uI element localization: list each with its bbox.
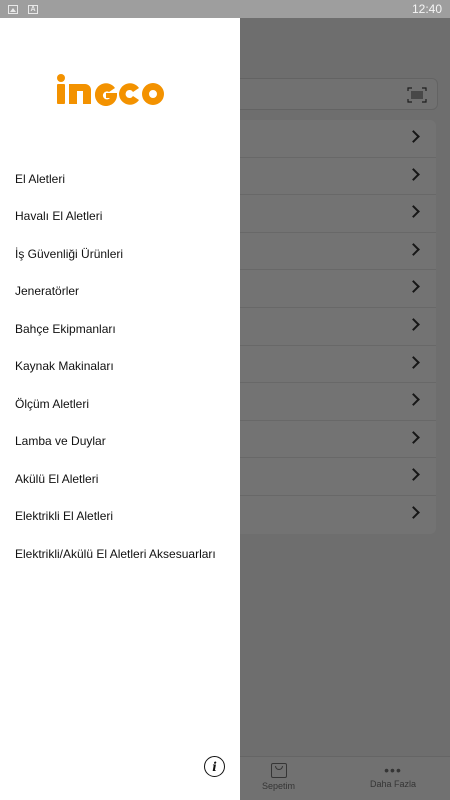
menu-item[interactable]: Bahçe Ekipmanları: [15, 321, 116, 336]
navigation-drawer: [0, 18, 240, 800]
menu-item[interactable]: Ölçüm Aletleri: [15, 396, 90, 411]
status-icons: [8, 5, 38, 14]
ingco-logo: [56, 72, 186, 106]
menu-item[interactable]: Elektrikli/Akülü El Aletleri Aksesuarları: [15, 546, 216, 561]
menu-item[interactable]: Elektrikli El Aletleri: [15, 509, 114, 524]
menu-item[interactable]: Jeneratörler: [15, 284, 80, 299]
menu-item[interactable]: Akülü El Aletleri: [15, 471, 99, 486]
menu-item[interactable]: İş Güvenliği Ürünleri: [15, 246, 124, 261]
menu-item[interactable]: Kaynak Makinaları: [15, 359, 114, 374]
status-bar: [0, 0, 450, 18]
font-icon: A: [28, 5, 38, 14]
status-time: 12:40: [411, 2, 442, 16]
info-icon[interactable]: i: [204, 756, 225, 777]
image-icon: [8, 5, 18, 14]
menu-item[interactable]: El Aletleri: [15, 171, 66, 186]
menu-item[interactable]: Havalı El Aletleri: [15, 209, 103, 224]
category-menu: [0, 160, 240, 573]
menu-item[interactable]: Lamba ve Duylar: [15, 434, 106, 449]
